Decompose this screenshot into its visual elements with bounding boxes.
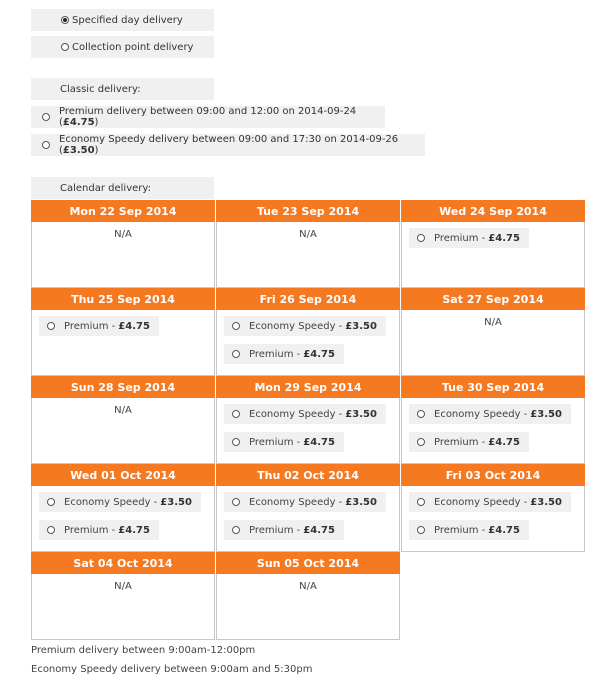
delivery-slot-option[interactable] [39,520,159,540]
classic-delivery-heading [31,78,214,100]
delivery-slot-separator: - [293,524,301,536]
delivery-slot-separator: - [293,436,301,448]
delivery-slot-option[interactable] [224,404,386,424]
delivery-slot-separator: - [478,524,486,536]
delivery-slot-radio[interactable] [417,234,425,242]
specified-day-radio[interactable] [61,16,69,24]
delivery-slot-name: Premium [64,320,109,332]
delivery-slot-separator: - [478,436,486,448]
delivery-slot-radio[interactable] [232,498,240,506]
delivery-slot-separator: - [150,496,158,508]
classic-economy-price: £3.50 [62,145,95,156]
delivery-slot-name: Premium [434,232,479,244]
delivery-slot-price: £3.50 [160,496,192,508]
delivery-slot-price: £4.75 [118,320,150,332]
delivery-slot-radio[interactable] [232,438,240,446]
delivery-slot-separator: - [335,496,343,508]
delivery-slot-option[interactable] [409,432,529,452]
calendar-day-header: Wed 24 Sep 2014 [401,200,585,222]
delivery-slot-price: £4.75 [303,436,335,448]
specified-day-option[interactable] [31,9,214,31]
delivery-slot-separator: - [520,408,528,420]
delivery-slot-option[interactable] [39,316,159,336]
calendar-day [31,288,215,376]
economy-note: Economy Speedy delivery between 9:00am and 5:30pm [31,664,313,675]
classic-economy-label: Economy Speedy delivery between 09:00 and 17:30 on 2014-09-26 (£3.50) [59,134,399,156]
calendar-day-header: Sun 05 Oct 2014 [216,552,400,574]
delivery-slot-radio[interactable] [47,526,55,534]
calendar-day-header: Fri 26 Sep 2014 [216,288,400,310]
calendar-day [216,288,400,376]
classic-delivery-heading-text: Classic delivery: [60,83,141,95]
delivery-slot-separator: - [520,496,528,508]
premium-note: Premium delivery between 9:00am-12:00pm [31,645,256,656]
collection-point-label: Collection point delivery [72,41,194,53]
delivery-slot-radio[interactable] [232,526,240,534]
delivery-slot-separator: - [335,408,343,420]
collection-point-radio[interactable] [61,43,69,51]
delivery-slot-radio[interactable] [417,438,425,446]
calendar-day [216,464,400,552]
delivery-slot-separator: - [335,320,343,332]
delivery-slot-option[interactable] [409,520,529,540]
delivery-slot-option[interactable] [224,492,386,512]
delivery-slot-radio[interactable] [417,410,425,418]
calendar-day [401,376,585,464]
delivery-slot-price: £4.75 [303,524,335,536]
delivery-slot-option[interactable] [39,492,201,512]
calendar-day-header: Sun 28 Sep 2014 [31,376,215,398]
calendar-day-header: Fri 03 Oct 2014 [401,464,585,486]
delivery-slot-name: Economy Speedy [434,496,521,508]
calendar-day-header: Mon 22 Sep 2014 [31,200,215,222]
delivery-slot-separator: - [108,524,116,536]
calendar-day [401,464,585,552]
delivery-slot-radio[interactable] [232,350,240,358]
delivery-slot-radio[interactable] [417,526,425,534]
calendar-day [31,200,215,288]
delivery-slot-name: Premium [434,524,479,536]
calendar-delivery-heading-text: Calendar delivery: [60,182,151,194]
delivery-slot-separator: - [293,348,301,360]
calendar-day [31,552,215,640]
delivery-slot-price: £3.50 [345,320,377,332]
calendar-day [216,376,400,464]
not-available-text: N/A [114,405,132,416]
delivery-slot-name: Economy Speedy [249,496,336,508]
calendar-day [401,200,585,288]
delivery-slot-separator: - [108,320,116,332]
calendar-day-header: Mon 29 Sep 2014 [216,376,400,398]
calendar-day [31,376,215,464]
delivery-slot-price: £4.75 [488,232,520,244]
delivery-slot-option[interactable] [224,520,344,540]
not-available-text: N/A [299,229,317,240]
delivery-slot-price: £3.50 [345,408,377,420]
not-available-text: N/A [114,229,132,240]
delivery-slot-radio[interactable] [47,322,55,330]
delivery-slot-price: £3.50 [345,496,377,508]
delivery-slot-option[interactable] [224,316,386,336]
delivery-slot-name: Economy Speedy [249,408,336,420]
classic-premium-label: Premium delivery between 09:00 and 12:00 on 2014-09-24 (£4.75) [59,106,357,128]
calendar-day-header: Tue 30 Sep 2014 [401,376,585,398]
calendar-day [216,552,400,640]
calendar-day-header: Sat 27 Sep 2014 [401,288,585,310]
not-available-text: N/A [484,317,502,328]
delivery-slot-name: Premium [249,348,294,360]
collection-point-option[interactable] [31,36,214,58]
not-available-text: N/A [114,581,132,592]
not-available-text: N/A [299,581,317,592]
classic-economy-option[interactable] [31,134,425,156]
delivery-slot-name: Premium [249,524,294,536]
delivery-slot-radio[interactable] [417,498,425,506]
delivery-calendar [31,200,586,640]
delivery-slot-radio[interactable] [232,410,240,418]
delivery-slot-radio[interactable] [232,322,240,330]
delivery-slot-price: £4.75 [488,436,520,448]
delivery-slot-option[interactable] [224,344,344,364]
delivery-slot-option[interactable] [224,432,344,452]
calendar-day-header: Thu 25 Sep 2014 [31,288,215,310]
delivery-slot-radio[interactable] [47,498,55,506]
delivery-slot-separator: - [478,232,486,244]
calendar-day-header: Thu 02 Oct 2014 [216,464,400,486]
calendar-day [31,464,215,552]
delivery-slot-price: £4.75 [303,348,335,360]
calendar-day [401,288,585,376]
delivery-slot-name: Premium [249,436,294,448]
delivery-slot-option[interactable] [409,404,571,424]
delivery-slot-price: £4.75 [118,524,150,536]
calendar-day-header: Tue 23 Sep 2014 [216,200,400,222]
delivery-slot-price: £3.50 [530,408,562,420]
delivery-slot-name: Premium [64,524,109,536]
calendar-day-header: Wed 01 Oct 2014 [31,464,215,486]
classic-premium-option[interactable] [31,106,385,128]
classic-premium-price: £4.75 [62,117,95,128]
delivery-slot-option[interactable] [409,228,529,248]
delivery-slot-name: Premium [434,436,479,448]
delivery-slot-name: Economy Speedy [434,408,521,420]
calendar-day-header: Sat 04 Oct 2014 [31,552,215,574]
specified-day-label: Specified day delivery [72,14,183,26]
calendar-delivery-heading [31,177,214,199]
delivery-slot-option[interactable] [409,492,571,512]
delivery-slot-price: £4.75 [488,524,520,536]
delivery-slot-price: £3.50 [530,496,562,508]
classic-premium-radio[interactable] [42,113,50,121]
delivery-slot-name: Economy Speedy [249,320,336,332]
classic-economy-radio[interactable] [42,141,50,149]
delivery-slot-name: Economy Speedy [64,496,151,508]
calendar-day [216,200,400,288]
